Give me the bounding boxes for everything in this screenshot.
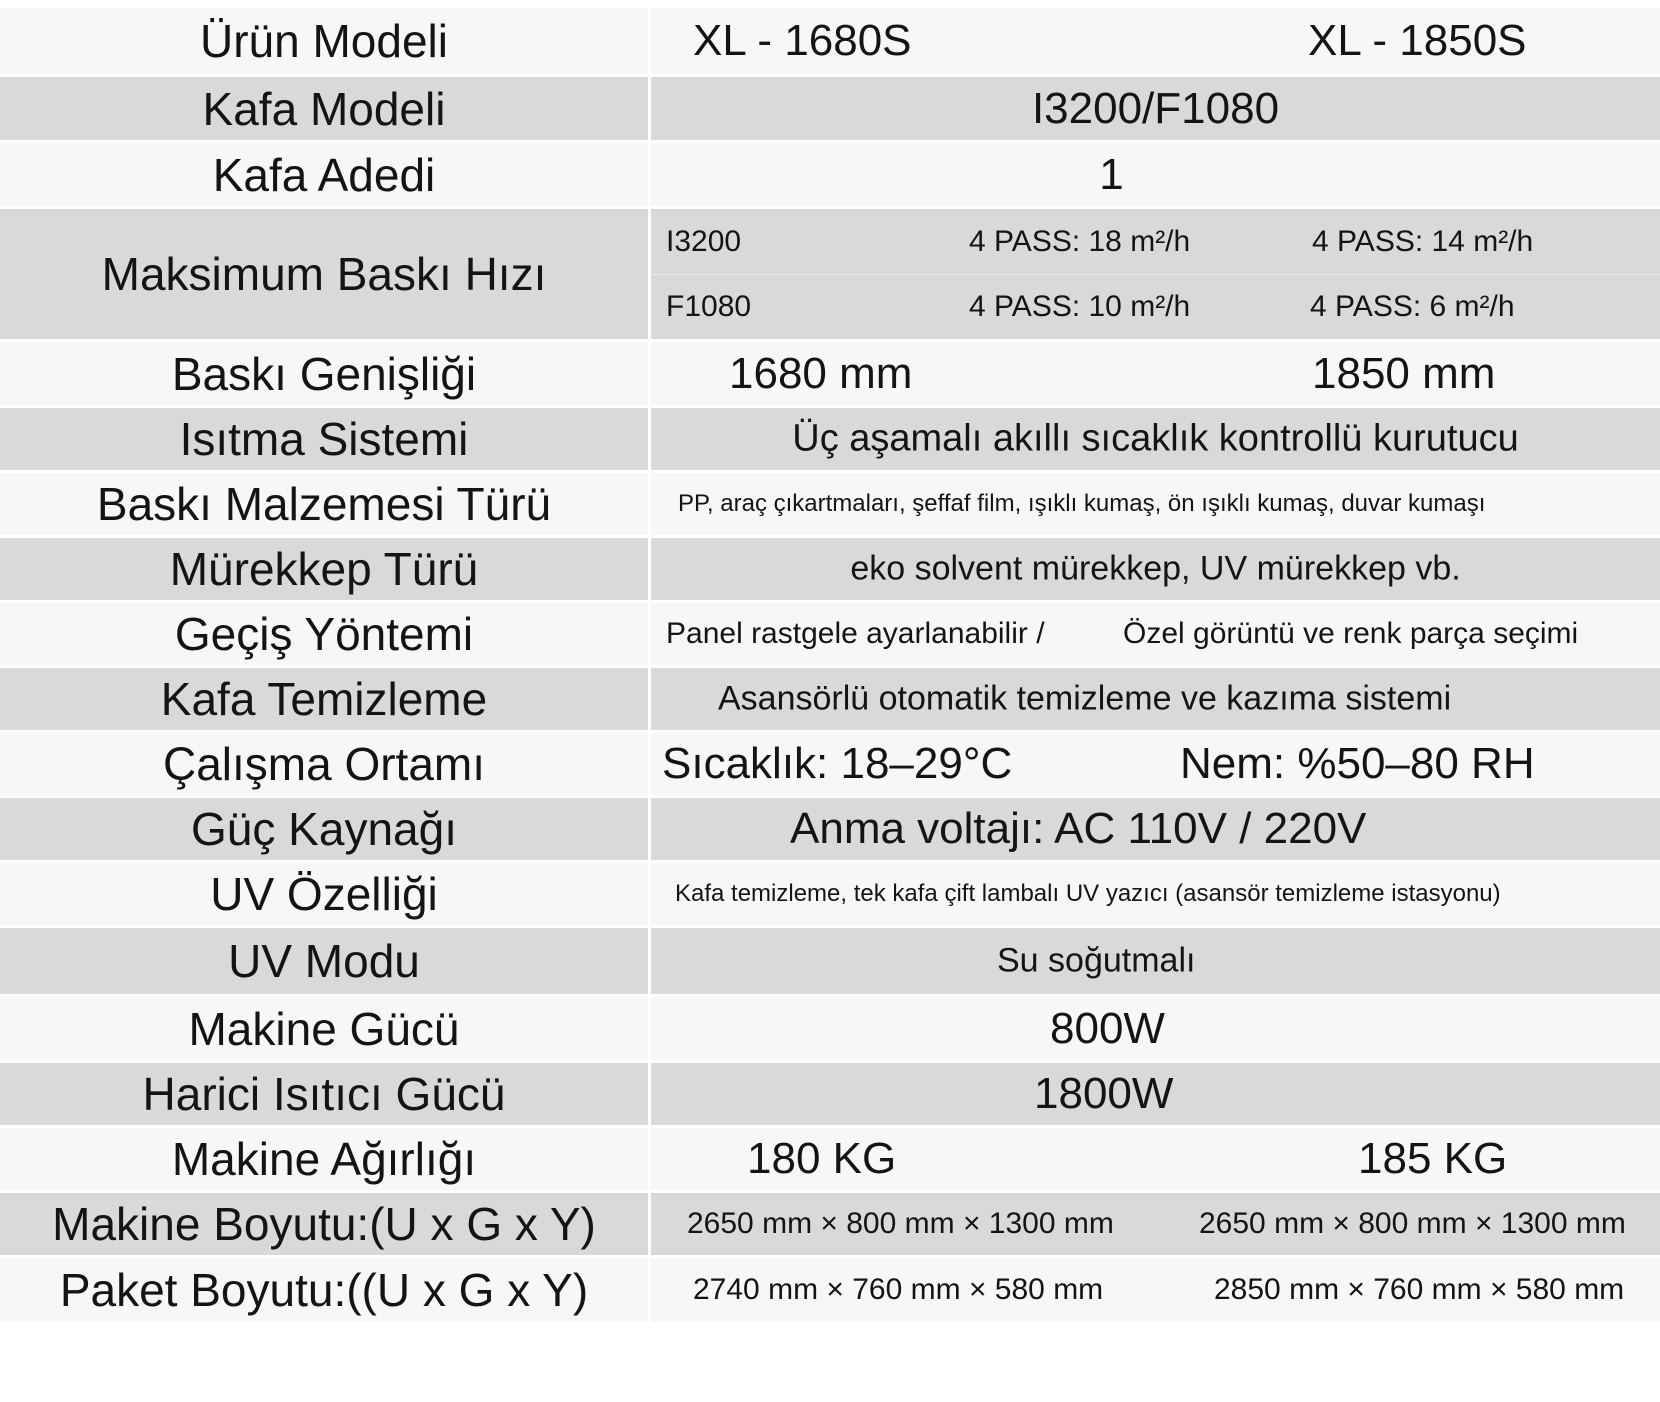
- table-row: [0, 342, 1660, 405]
- table-row: [0, 1128, 1660, 1190]
- row-label: Kafa Modeli: [0, 77, 648, 140]
- row-value: [651, 342, 1660, 405]
- print-width-model-1: 1680 mm: [729, 348, 913, 398]
- row-value: [651, 8, 1660, 74]
- table-row: [0, 863, 1660, 925]
- speed-value-model-1: 4 PASS: 18 m²/h: [969, 224, 1191, 258]
- row-label: Güç Kaynağı: [0, 798, 648, 860]
- row-label: Makine Boyutu:(U x G x Y): [0, 1193, 648, 1255]
- speed-value-model-2: 4 PASS: 6 m²/h: [1310, 289, 1515, 323]
- temperature-value: Sıcaklık: 18–29°C: [662, 739, 1013, 788]
- table-row: [0, 603, 1660, 665]
- row-value: [651, 408, 1660, 470]
- row-value: [651, 538, 1660, 600]
- row-label: Paket Boyutu:((U x G x Y): [0, 1258, 648, 1322]
- table-row: [0, 408, 1660, 470]
- speed-value-model-2: 4 PASS: 14 m²/h: [1312, 224, 1534, 258]
- table-row: [0, 798, 1660, 860]
- speed-value-model-1: 4 PASS: 10 m²/h: [969, 289, 1191, 323]
- row-value: [651, 863, 1660, 925]
- row-value: [651, 1128, 1660, 1190]
- row-label: UV Modu: [0, 928, 648, 994]
- row-label: Makine Ağırlığı: [0, 1128, 648, 1190]
- uv-feature-value: Kafa temizleme, tek kafa çift lambalı UV yazıcı (asansör temizleme istasyonu): [675, 880, 1501, 907]
- head-count-value: 1: [1099, 149, 1124, 199]
- pass-method-value-1: Panel rastgele ayarlanabilir /: [666, 617, 1045, 650]
- package-size-model-1: 2740 mm × 760 mm × 580 mm: [693, 1273, 1104, 1306]
- row-label: Ürün Modeli: [0, 8, 648, 74]
- row-value: [651, 928, 1660, 994]
- row-label: Kafa Adedi: [0, 143, 648, 206]
- ink-type-value: eko solvent mürekkep, UV mürekkep vb.: [850, 549, 1461, 588]
- head-cleaning-value: Asansörlü otomatik temizleme ve kazıma sistemi: [718, 679, 1452, 718]
- table-row: [0, 1258, 1660, 1322]
- row-label: Kafa Temizleme: [0, 668, 648, 730]
- row-value: [651, 1063, 1660, 1125]
- package-size-model-2: 2850 mm × 760 mm × 580 mm: [1214, 1273, 1625, 1306]
- row-label: Baskı Malzemesi Türü: [0, 473, 648, 535]
- row-label: Mürekkep Türü: [0, 538, 648, 600]
- table-row: [0, 473, 1660, 535]
- table-row: [0, 77, 1660, 140]
- row-value: [651, 997, 1660, 1060]
- speed-head-name: F1080: [666, 289, 752, 323]
- table-row: [0, 8, 1660, 74]
- table-row: [0, 538, 1660, 600]
- row-value: [651, 1193, 1660, 1255]
- weight-model-1: 180 KG: [747, 1134, 897, 1183]
- head-model-value: I3200/F1080: [1031, 83, 1280, 133]
- print-material-value: PP, araç çıkartmaları, şeffaf film, ışıklı kumaş, ön ışıklı kumaş, duvar kumaşı: [678, 490, 1486, 517]
- row-value: [651, 668, 1660, 730]
- model-2-name: XL - 1850S: [1308, 16, 1527, 65]
- row-value: [651, 733, 1660, 795]
- table-row: [0, 1063, 1660, 1125]
- table-row: [0, 928, 1660, 994]
- heating-system-value: Üç aşamalı akıllı sıcaklık kontrollü kurutucu: [792, 417, 1519, 460]
- row-label: Geçiş Yöntemi: [0, 603, 648, 665]
- row-value: [651, 473, 1660, 535]
- machine-size-model-1: 2650 mm × 800 mm × 1300 mm: [687, 1207, 1114, 1240]
- power-supply-value: Anma voltajı: AC 110V / 220V: [790, 804, 1367, 853]
- uv-mode-value: Su soğutmalı: [997, 941, 1196, 980]
- row-label: Baskı Genişliği: [0, 342, 648, 405]
- row-label: Makine Gücü: [0, 997, 648, 1060]
- machine-power-value: 800W: [1050, 1003, 1165, 1053]
- row-value: [651, 209, 1660, 339]
- speed-subrow: [651, 274, 1660, 339]
- row-value: [651, 1258, 1660, 1322]
- row-label: Çalışma Ortamı: [0, 733, 648, 795]
- print-width-model-2: 1850 mm: [1312, 348, 1496, 398]
- speed-subrow: [651, 209, 1660, 275]
- table-row: [0, 143, 1660, 206]
- row-value: [651, 77, 1660, 140]
- row-label: Isıtma Sistemi: [0, 408, 648, 470]
- table-row: [0, 997, 1660, 1060]
- row-label: UV Özelliği: [0, 863, 648, 925]
- table-row: [0, 668, 1660, 730]
- row-value: [651, 143, 1660, 206]
- humidity-value: Nem: %50–80 RH: [1180, 739, 1535, 788]
- heater-power-value: 1800W: [1034, 1069, 1174, 1118]
- machine-size-model-2: 2650 mm × 800 mm × 1300 mm: [1199, 1207, 1626, 1240]
- table-row: [0, 1193, 1660, 1255]
- model-1-name: XL - 1680S: [693, 16, 912, 65]
- table-row: [0, 209, 1660, 339]
- pass-method-value-2: Özel görüntü ve renk parça seçimi: [1123, 617, 1579, 650]
- row-label: Maksimum Baskı Hızı: [0, 209, 648, 339]
- speed-head-name: I3200: [666, 224, 742, 258]
- weight-model-2: 185 KG: [1358, 1134, 1508, 1183]
- row-value: [651, 798, 1660, 860]
- row-value: [651, 603, 1660, 665]
- table-row: [0, 733, 1660, 795]
- row-label: Harici Isıtıcı Gücü: [0, 1063, 648, 1125]
